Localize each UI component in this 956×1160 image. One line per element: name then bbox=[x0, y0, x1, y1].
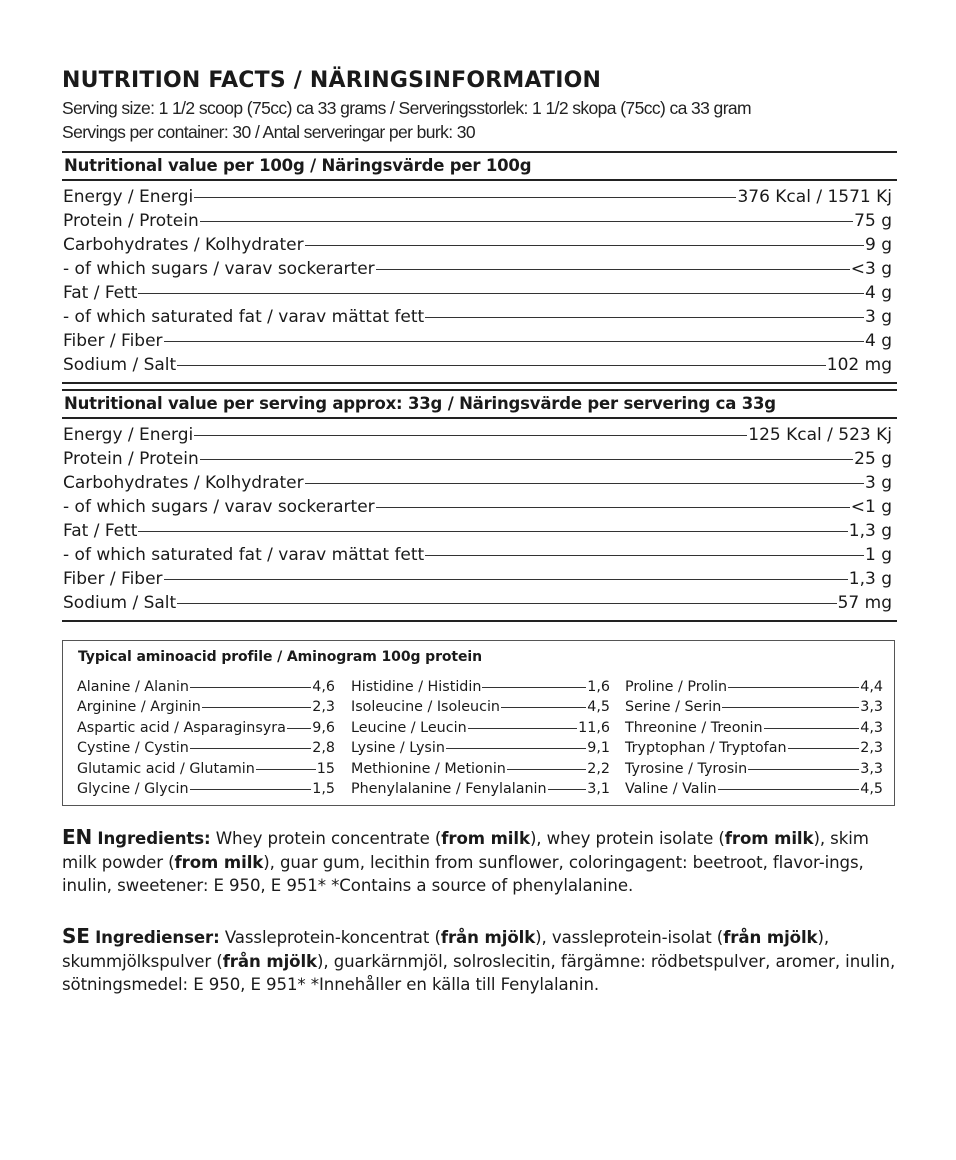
amino-row bbox=[77, 779, 335, 799]
leader-line bbox=[287, 728, 311, 729]
amino-value: 1,6 bbox=[587, 679, 610, 695]
allergen-text: from milk bbox=[174, 852, 264, 872]
aminoacid-title: Typical aminoacid profile / Aminogram 100g protein bbox=[78, 649, 482, 665]
amino-value: 3,1 bbox=[587, 780, 610, 797]
allergen-text: från mjölk bbox=[440, 928, 536, 947]
amino-row bbox=[625, 779, 883, 799]
ingredients-se bbox=[62, 925, 902, 997]
amino-row bbox=[351, 759, 610, 779]
per100-row bbox=[62, 353, 897, 377]
ingredients-heading-se: Ingredienser: bbox=[95, 928, 220, 947]
leader-line bbox=[788, 748, 860, 749]
nutrition-label bbox=[62, 66, 897, 622]
nutrient-label: Protein / Protein bbox=[63, 211, 199, 231]
per100-row bbox=[62, 305, 897, 329]
amino-label: Histidine / Histidin bbox=[351, 679, 482, 695]
leader-line bbox=[425, 555, 864, 556]
leader-line bbox=[728, 687, 859, 688]
amino-row bbox=[77, 697, 335, 717]
nutrient-value: 3 g bbox=[864, 473, 892, 493]
amino-value: 3,3 bbox=[860, 760, 883, 777]
amino-value: 2,3 bbox=[860, 740, 883, 757]
per100-section bbox=[62, 151, 897, 384]
per100-row bbox=[62, 209, 897, 233]
ingredient-text: ), whey protein isolate ( bbox=[529, 829, 725, 848]
leader-line bbox=[507, 769, 586, 770]
amino-label: Methionine / Metionin bbox=[351, 760, 506, 777]
per-serving-row bbox=[62, 495, 897, 519]
per-serving-section bbox=[62, 389, 897, 622]
nutrient-label: - of which saturated fat / varav mättat fett bbox=[63, 545, 425, 565]
amino-label: Tryptophan / Tryptofan bbox=[625, 740, 787, 757]
amino-value: 4,5 bbox=[587, 699, 610, 716]
nutrient-label: Carbohydrates / Kolhydrater bbox=[63, 473, 304, 493]
amino-value: 9,6 bbox=[312, 719, 335, 736]
allergen-text: from milk bbox=[441, 829, 530, 848]
nutrient-value: <1 g bbox=[850, 497, 892, 517]
per-serving-row bbox=[62, 423, 897, 447]
nutrient-label: Sodium / Salt bbox=[63, 593, 177, 613]
allergen-text: från mjölk bbox=[723, 928, 818, 947]
leader-line bbox=[376, 269, 850, 270]
leader-line bbox=[190, 748, 311, 749]
leader-line bbox=[468, 728, 578, 729]
per100-row bbox=[62, 281, 897, 305]
per-serving-row bbox=[62, 519, 897, 543]
amino-row bbox=[77, 677, 335, 697]
nutrient-label: Sodium / Salt bbox=[63, 355, 177, 375]
amino-value: 2,3 bbox=[312, 699, 335, 716]
amino-row bbox=[625, 718, 883, 738]
amino-value: 4,3 bbox=[860, 719, 883, 736]
amino-value: 1,5 bbox=[312, 780, 335, 797]
per-serving-row bbox=[62, 447, 897, 471]
ingredient-text: ), vassleprotein-isolat ( bbox=[535, 928, 724, 947]
allergen-text: from milk bbox=[724, 829, 814, 848]
amino-value: 4,6 bbox=[312, 679, 335, 695]
amino-row bbox=[77, 759, 335, 779]
amino-label: Aspartic acid / Asparaginsyra bbox=[77, 719, 286, 736]
amino-value: 9,1 bbox=[587, 740, 610, 757]
leader-line bbox=[548, 789, 587, 790]
nutrient-label: - of which saturated fat / varav mättat fett bbox=[63, 307, 425, 327]
leader-line bbox=[722, 707, 859, 708]
ingredient-text: Vassleprotein-koncentrat ( bbox=[219, 928, 441, 947]
amino-label: Glutamic acid / Glutamin bbox=[77, 760, 255, 777]
nutrient-label: Energy / Energi bbox=[63, 187, 194, 207]
amino-row bbox=[351, 677, 610, 697]
amino-label: Tyrosine / Tyrosin bbox=[625, 760, 748, 777]
per-serving-heading: Nutritional value per serving approx: 33g / Näringsvärde per servering ca 33g bbox=[62, 391, 897, 419]
per100-row bbox=[62, 257, 897, 281]
leader-line bbox=[138, 293, 864, 294]
leader-line bbox=[376, 507, 850, 508]
nutrient-label: Fat / Fett bbox=[63, 521, 138, 541]
leader-line bbox=[202, 707, 311, 708]
amino-row bbox=[351, 718, 610, 738]
leader-line bbox=[200, 221, 853, 222]
leader-line bbox=[256, 769, 316, 770]
per100-row bbox=[62, 185, 897, 209]
nutrient-value: 57 mg bbox=[837, 593, 892, 613]
leader-line bbox=[164, 341, 864, 342]
language-code-en: EN bbox=[62, 825, 93, 849]
leader-line bbox=[305, 245, 864, 246]
per-serving-row bbox=[62, 591, 897, 615]
amino-label: Alanine / Alanin bbox=[77, 679, 189, 695]
nutrient-value: 1,3 g bbox=[848, 521, 892, 541]
amino-row bbox=[625, 738, 883, 758]
leader-line bbox=[194, 435, 747, 436]
amino-column-2 bbox=[351, 677, 610, 799]
leader-line bbox=[718, 789, 860, 790]
amino-label: Serine / Serin bbox=[625, 699, 722, 716]
per-serving-row bbox=[62, 471, 897, 495]
amino-column-1 bbox=[77, 677, 335, 799]
leader-line bbox=[190, 687, 311, 688]
nutrient-label: Energy / Energi bbox=[63, 425, 194, 445]
amino-label: Leucine / Leucin bbox=[351, 719, 467, 736]
serving-info bbox=[62, 96, 897, 144]
amino-row bbox=[351, 738, 610, 758]
nutrient-label: Protein / Protein bbox=[63, 449, 199, 469]
leader-line bbox=[194, 197, 736, 198]
amino-row bbox=[77, 738, 335, 758]
amino-value: 11,6 bbox=[578, 719, 610, 736]
leader-line bbox=[501, 707, 586, 708]
per-serving-row bbox=[62, 543, 897, 567]
amino-value: 3,3 bbox=[860, 699, 883, 716]
ingredients-en bbox=[62, 826, 902, 898]
amino-label: Isoleucine / Isoleucin bbox=[351, 699, 500, 716]
serving-size: Serving size: 1 1/2 scoop (75cc) ca 33 grams / Serveringsstorlek: 1 1/2 skopa (75cc) ca 33 gram bbox=[62, 98, 752, 118]
leader-line bbox=[177, 365, 826, 366]
page-title: NUTRITION FACTS / NÄRINGSINFORMATION bbox=[62, 68, 602, 93]
per-serving-row bbox=[62, 567, 897, 591]
nutrient-value: 4 g bbox=[864, 283, 892, 303]
amino-value: 2,8 bbox=[312, 740, 335, 757]
ingredient-text: ), skim milk powder ( bbox=[62, 829, 869, 872]
amino-label: Glycine / Glycin bbox=[77, 780, 189, 797]
amino-row bbox=[625, 697, 883, 717]
amino-row bbox=[625, 759, 883, 779]
amino-label: Arginine / Arginin bbox=[77, 699, 201, 716]
leader-line bbox=[748, 769, 859, 770]
amino-value: 2,2 bbox=[587, 760, 610, 777]
nutrient-value: 25 g bbox=[854, 449, 892, 469]
per-serving-rows bbox=[62, 419, 897, 622]
leader-line bbox=[305, 483, 864, 484]
nutrient-label: Fat / Fett bbox=[63, 283, 138, 303]
leader-line bbox=[200, 459, 853, 460]
language-code-se: SE bbox=[62, 924, 90, 948]
amino-value: 4,4 bbox=[860, 679, 883, 695]
nutrient-value: 125 Kcal / 523 Kj bbox=[748, 425, 892, 445]
per100-row bbox=[62, 329, 897, 353]
nutrient-value: 102 mg bbox=[826, 355, 892, 375]
amino-value: 4,5 bbox=[860, 780, 883, 797]
amino-row bbox=[625, 677, 883, 697]
amino-label: Phenylalanine / Fenylalanin bbox=[351, 780, 547, 797]
nutrient-value: 75 g bbox=[854, 211, 892, 231]
nutrient-value: 4 g bbox=[864, 331, 892, 351]
ingredient-text: ), guarkärnmjöl, solroslecitin, färgämne: rödbetspulver, aromer, inulin, sötningsmedel: E 950, E 951* *Innehåller en källa till Fenylalanin. bbox=[62, 951, 896, 994]
ingredient-text: Whey protein concentrate ( bbox=[210, 829, 442, 848]
leader-line bbox=[190, 789, 312, 790]
leader-line bbox=[425, 317, 864, 318]
amino-label: Cystine / Cystin bbox=[77, 740, 189, 757]
ingredients-heading-en: Ingredients: bbox=[97, 829, 211, 848]
nutrient-label: - of which sugars / varav sockerarter bbox=[63, 259, 375, 279]
amino-label: Valine / Valin bbox=[625, 780, 717, 797]
ingredient-text: ), skummjölkspulver ( bbox=[62, 928, 830, 971]
amino-value: 15 bbox=[316, 760, 335, 777]
ingredient-text: ), guar gum, lecithin from sunflower, coloringagent: beetroot, flavor-ings, inulin, sweetener: E 950, E 951* *Contains a source of phenylalanine. bbox=[62, 852, 864, 895]
per100-rows bbox=[62, 181, 897, 384]
amino-column-3 bbox=[625, 677, 883, 799]
nutrient-label: Fiber / Fiber bbox=[63, 569, 163, 589]
amino-label: Lysine / Lysin bbox=[351, 740, 445, 757]
leader-line bbox=[138, 531, 847, 532]
leader-line bbox=[482, 687, 586, 688]
leader-line bbox=[446, 748, 586, 749]
nutrient-value: <3 g bbox=[850, 259, 892, 279]
nutrient-label: Fiber / Fiber bbox=[63, 331, 163, 351]
leader-line bbox=[164, 579, 848, 580]
nutrient-label: Carbohydrates / Kolhydrater bbox=[63, 235, 304, 255]
nutrient-value: 1 g bbox=[864, 545, 892, 565]
per100-row bbox=[62, 233, 897, 257]
leader-line bbox=[177, 603, 836, 604]
nutrient-value: 376 Kcal / 1571 Kj bbox=[737, 187, 892, 207]
servings-per-container: Servings per container: 30 / Antal serveringar per burk: 30 bbox=[62, 122, 476, 142]
nutrient-value: 1,3 g bbox=[848, 569, 892, 589]
amino-row bbox=[351, 779, 610, 799]
aminoacid-profile-box bbox=[62, 640, 895, 806]
nutrient-value: 9 g bbox=[864, 235, 892, 255]
amino-row bbox=[351, 697, 610, 717]
allergen-text: från mjölk bbox=[222, 951, 317, 971]
nutrient-value: 3 g bbox=[864, 307, 892, 327]
per100-heading: Nutritional value per 100g / Näringsvärde per 100g bbox=[62, 153, 897, 181]
amino-label: Proline / Prolin bbox=[625, 679, 728, 695]
amino-label: Threonine / Treonin bbox=[625, 719, 763, 736]
amino-row bbox=[77, 718, 335, 738]
leader-line bbox=[764, 728, 860, 729]
nutrient-label: - of which sugars / varav sockerarter bbox=[63, 497, 375, 517]
